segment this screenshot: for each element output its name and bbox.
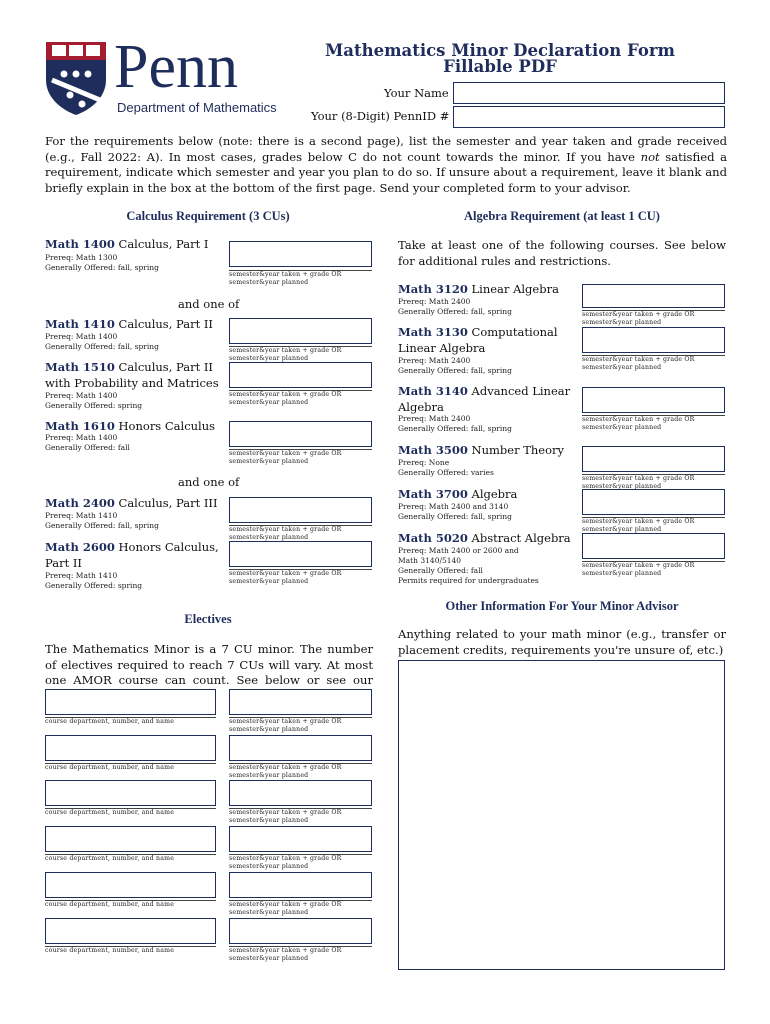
course-offered: Generally Offered: fall, spring [398, 424, 512, 433]
grade-hint [229, 449, 372, 465]
course-offered: Generally Offered: spring [45, 401, 143, 410]
grade-field-math-1610[interactable] [229, 421, 372, 447]
course-offered: Generally Offered: fall, spring [398, 512, 512, 521]
course-code: Math 2600 [45, 540, 115, 554]
course-prereq: Prereq: Math 2400 [398, 297, 471, 306]
hint-line-1: semester&year taken + grade OR [229, 947, 342, 954]
course-name-line-2: Linear Algebra [398, 341, 486, 355]
elective-grade-hint [229, 900, 372, 916]
elective-course-field[interactable] [45, 689, 216, 715]
course-name: Abstract Algebra [471, 531, 571, 545]
elective-course-field[interactable] [45, 872, 216, 898]
intro-paragraph [45, 134, 727, 196]
course-code: Math 1410 [45, 317, 115, 331]
course-code: Math 1610 [45, 419, 115, 433]
elective-grade-field[interactable] [229, 735, 372, 761]
grade-hint [229, 270, 372, 286]
grade-hint [229, 346, 372, 362]
grade-field-math-3700[interactable] [582, 489, 725, 515]
elective-course-field[interactable] [45, 918, 216, 944]
course-prereq: Prereq: Math 2400 and 3140 [398, 502, 509, 511]
grade-field-math-1510[interactable] [229, 362, 372, 388]
course-offered: Generally Offered: fall, spring [45, 263, 159, 272]
hint-line-1: semester&year taken + grade OR [582, 518, 695, 525]
hint-line-1: semester&year taken + grade OR [229, 718, 342, 725]
course-prereq: Prereq: Math 2400 [398, 414, 471, 423]
intro-emphasis: not [640, 149, 660, 164]
hint-line-2: semester&year planned [229, 354, 309, 362]
course-offered: Generally Offered: fall, spring [45, 521, 159, 530]
calculus-heading: Calculus Requirement (3 CUs) [126, 209, 290, 223]
title-line-2: Fillable PDF [443, 57, 557, 76]
hint-line-1: semester&year taken + grade OR [582, 356, 695, 363]
course-code: Math 2400 [45, 496, 115, 510]
course-prereq: Prereq: Math 1300 [45, 253, 118, 262]
course-math-3500 [398, 443, 564, 458]
course-name: Honors Calculus, [118, 540, 219, 554]
course-name: Honors Calculus [118, 419, 216, 433]
grade-field-math-3140[interactable] [582, 387, 725, 413]
hint-line-1: semester&year taken + grade OR [229, 855, 342, 862]
and-one-of-label: and one of [178, 297, 240, 311]
hint-line-2: semester&year planned [582, 423, 662, 431]
logo-word: Penn [114, 33, 238, 101]
electives-heading: Electives [184, 612, 232, 626]
grade-hint [582, 355, 725, 371]
hint-line-2: semester&year planned [229, 278, 309, 286]
course-prereq: Prereq: None [398, 458, 450, 467]
course-code: Math 5020 [398, 531, 468, 545]
penn-shield-icon [44, 40, 108, 116]
grade-hint [582, 561, 725, 577]
course-prereq: Prereq: Math 1400 [45, 332, 118, 341]
hint-line-1: semester&year taken + grade OR [229, 809, 342, 816]
hint-line-2: semester&year planned [582, 363, 662, 371]
course-code: Math 3700 [398, 487, 468, 501]
course-math-1610 [45, 419, 215, 434]
course-prereq: Prereq: Math 1400 [45, 391, 118, 400]
other-info-heading: Other Information For Your Minor Advisor [445, 599, 679, 613]
course-math-2600 [45, 540, 219, 555]
hint-line-2: semester&year planned [229, 771, 309, 779]
course-offered: Generally Offered: fall, spring [398, 307, 512, 316]
elective-grade-hint [229, 717, 372, 733]
course-name: Algebra [471, 487, 518, 501]
course-math-3140 [398, 384, 570, 399]
course-name: Calculus, Part II [118, 360, 213, 374]
electives-text: The Mathematics Minor is a 7 CU minor. The number of electives required to reach 7 CUs will vary. At most one AMOR course can count. See below or see our [45, 642, 373, 687]
course-math-1510 [45, 360, 213, 375]
grade-field-math-5020[interactable] [582, 533, 725, 559]
elective-grade-field[interactable] [229, 826, 372, 852]
other-info-text: Anything related to your math minor (e.g., transfer or placement credits, requirements you're unsure of, etc.) [398, 627, 726, 657]
course-prereq: Prereq: Math 1410 [45, 571, 118, 580]
grade-hint [582, 474, 725, 490]
hint-course: course department, number, and name [45, 947, 175, 954]
elective-course-field[interactable] [45, 826, 216, 852]
course-math-3700 [398, 487, 517, 502]
elective-grade-field[interactable] [229, 918, 372, 944]
algebra-heading: Algebra Requirement (at least 1 CU) [464, 209, 660, 223]
course-name: Computational [471, 325, 558, 339]
title-line-1: Mathematics Minor Declaration Form [325, 41, 675, 60]
course-prereq: Prereq: Math 1410 [45, 511, 118, 520]
hint-line-2: semester&year planned [229, 457, 309, 465]
grade-hint [582, 415, 725, 431]
pennid-field[interactable] [453, 106, 725, 128]
hint-line-1: semester&year taken + grade OR [582, 416, 695, 423]
hint-line-2: semester&year planned [582, 525, 662, 533]
course-math-1400 [45, 237, 208, 252]
grade-hint [229, 569, 372, 585]
elective-course-field[interactable] [45, 735, 216, 761]
hint-line-1: semester&year taken + grade OR [229, 450, 342, 457]
course-prereq: Prereq: Math 2400 [398, 356, 471, 365]
course-offered: Generally Offered: fall [398, 566, 483, 575]
hint-line-1: semester&year taken + grade OR [229, 526, 342, 533]
intro-text-2: satisfied a requirement, indicate which semester and year you plan to do so. If unsure about a requirement, leave it blank and briefly explain in the box at the bottom of the first page. Send your completed form to your advisor. [45, 149, 727, 195]
course-offered: Generally Offered: fall, spring [45, 342, 159, 351]
name-label: Your Name [384, 86, 449, 100]
elective-grade-field[interactable] [229, 872, 372, 898]
hint-line-1: semester&year taken + grade OR [229, 347, 342, 354]
hint-line-2: semester&year planned [582, 318, 662, 326]
elective-grade-hint [229, 946, 372, 962]
hint-course: course department, number, and name [45, 809, 175, 816]
elective-course-hint [45, 763, 216, 772]
elective-course-hint [45, 900, 216, 909]
course-name-line-2: with Probability and Matrices [45, 376, 219, 390]
hint-course: course department, number, and name [45, 764, 175, 771]
logo-subtitle: Department of Mathematics [117, 100, 277, 115]
course-permit-note: Permits required for undergraduates [398, 576, 539, 585]
penn-logo [44, 33, 284, 120]
hint-course: course department, number, and name [45, 718, 175, 725]
course-code: Math 3140 [398, 384, 468, 398]
course-offered: Generally Offered: spring [45, 581, 143, 590]
grade-field-math-2600[interactable] [229, 541, 372, 567]
grade-hint [582, 517, 725, 533]
course-name: Calculus, Part I [118, 237, 209, 251]
course-prereq: Prereq: Math 2400 or 2600 and [398, 546, 519, 555]
elective-course-hint [45, 717, 216, 726]
course-code: Math 3130 [398, 325, 468, 339]
grade-field-math-3120[interactable] [582, 284, 725, 308]
hint-line-2: semester&year planned [229, 398, 309, 406]
course-math-3120 [398, 282, 559, 297]
grade-field-math-1400[interactable] [229, 241, 372, 267]
course-prereq-line-2: Math 3140/5140 [398, 556, 462, 565]
course-code: Math 3120 [398, 282, 468, 296]
and-one-of-label: and one of [178, 475, 240, 489]
hint-course: course department, number, and name [45, 855, 175, 862]
course-name: Calculus, Part III [118, 496, 218, 510]
grade-field-math-2400[interactable] [229, 497, 372, 523]
elective-course-hint [45, 808, 216, 817]
course-offered: Generally Offered: fall [45, 443, 130, 452]
hint-line-1: semester&year taken + grade OR [229, 901, 342, 908]
algebra-intro: Take at least one of the following courses. See below for additional rules and restrictions. [398, 238, 726, 268]
hint-line-1: semester&year taken + grade OR [582, 475, 695, 482]
course-offered: Generally Offered: fall, spring [398, 366, 512, 375]
course-name-line-2: Algebra [398, 400, 444, 414]
hint-line-1: semester&year taken + grade OR [229, 391, 342, 398]
course-code: Math 3500 [398, 443, 468, 457]
hint-line-2: semester&year planned [229, 533, 309, 541]
other-info-textarea[interactable] [398, 660, 725, 970]
course-name: Linear Algebra [471, 282, 559, 296]
course-name: Calculus, Part II [118, 317, 213, 331]
course-name: Number Theory [471, 443, 565, 457]
hint-line-2: semester&year planned [229, 816, 309, 824]
grade-hint [229, 525, 372, 541]
elective-grade-field[interactable] [229, 780, 372, 806]
hint-line-2: semester&year planned [229, 862, 309, 870]
elective-grade-hint [229, 854, 372, 870]
hint-line-2: semester&year planned [229, 725, 309, 733]
elective-course-field[interactable] [45, 780, 216, 806]
grade-hint [229, 390, 372, 406]
name-field[interactable] [453, 82, 725, 104]
course-prereq: Prereq: Math 1400 [45, 433, 118, 442]
course-math-2400 [45, 496, 218, 511]
hint-line-2: semester&year planned [582, 482, 662, 490]
elective-grade-field[interactable] [229, 689, 372, 715]
hint-course: course department, number, and name [45, 901, 175, 908]
hint-line-2: semester&year planned [229, 577, 309, 585]
elective-course-hint [45, 854, 216, 863]
hint-line-1: semester&year taken + grade OR [229, 271, 342, 278]
course-offered: Generally Offered: varies [398, 468, 494, 477]
grade-field-math-1410[interactable] [229, 318, 372, 344]
course-code: Math 1510 [45, 360, 115, 374]
elective-grade-hint [229, 808, 372, 824]
hint-line-1: semester&year taken + grade OR [582, 562, 695, 569]
elective-grade-hint [229, 763, 372, 779]
grade-field-math-3500[interactable] [582, 446, 725, 472]
pennid-label: Your (8-Digit) PennID # [311, 109, 450, 123]
hint-line-1: semester&year taken + grade OR [582, 311, 695, 318]
course-code: Math 1400 [45, 237, 115, 251]
hint-line-1: semester&year taken + grade OR [229, 570, 342, 577]
intro-text-1: For the requirements below (note: there is a second page), list the semester and year taken and grade received (e.g., Fall 2022: A). In most cases, grades below C do not count towards the minor. If you have [45, 134, 727, 164]
course-name-line-2: Part II [45, 556, 82, 570]
grade-hint [582, 310, 725, 326]
hint-line-1: semester&year taken + grade OR [229, 764, 342, 771]
course-math-5020 [398, 531, 571, 546]
form-title [300, 43, 700, 75]
course-name: Advanced Linear [471, 384, 571, 398]
elective-course-hint [45, 946, 216, 955]
hint-line-2: semester&year planned [229, 908, 309, 916]
hint-line-2: semester&year planned [229, 954, 309, 962]
grade-field-math-3130[interactable] [582, 327, 725, 353]
hint-line-2: semester&year planned [582, 569, 662, 577]
course-math-1410 [45, 317, 213, 332]
course-math-3130 [398, 325, 558, 340]
